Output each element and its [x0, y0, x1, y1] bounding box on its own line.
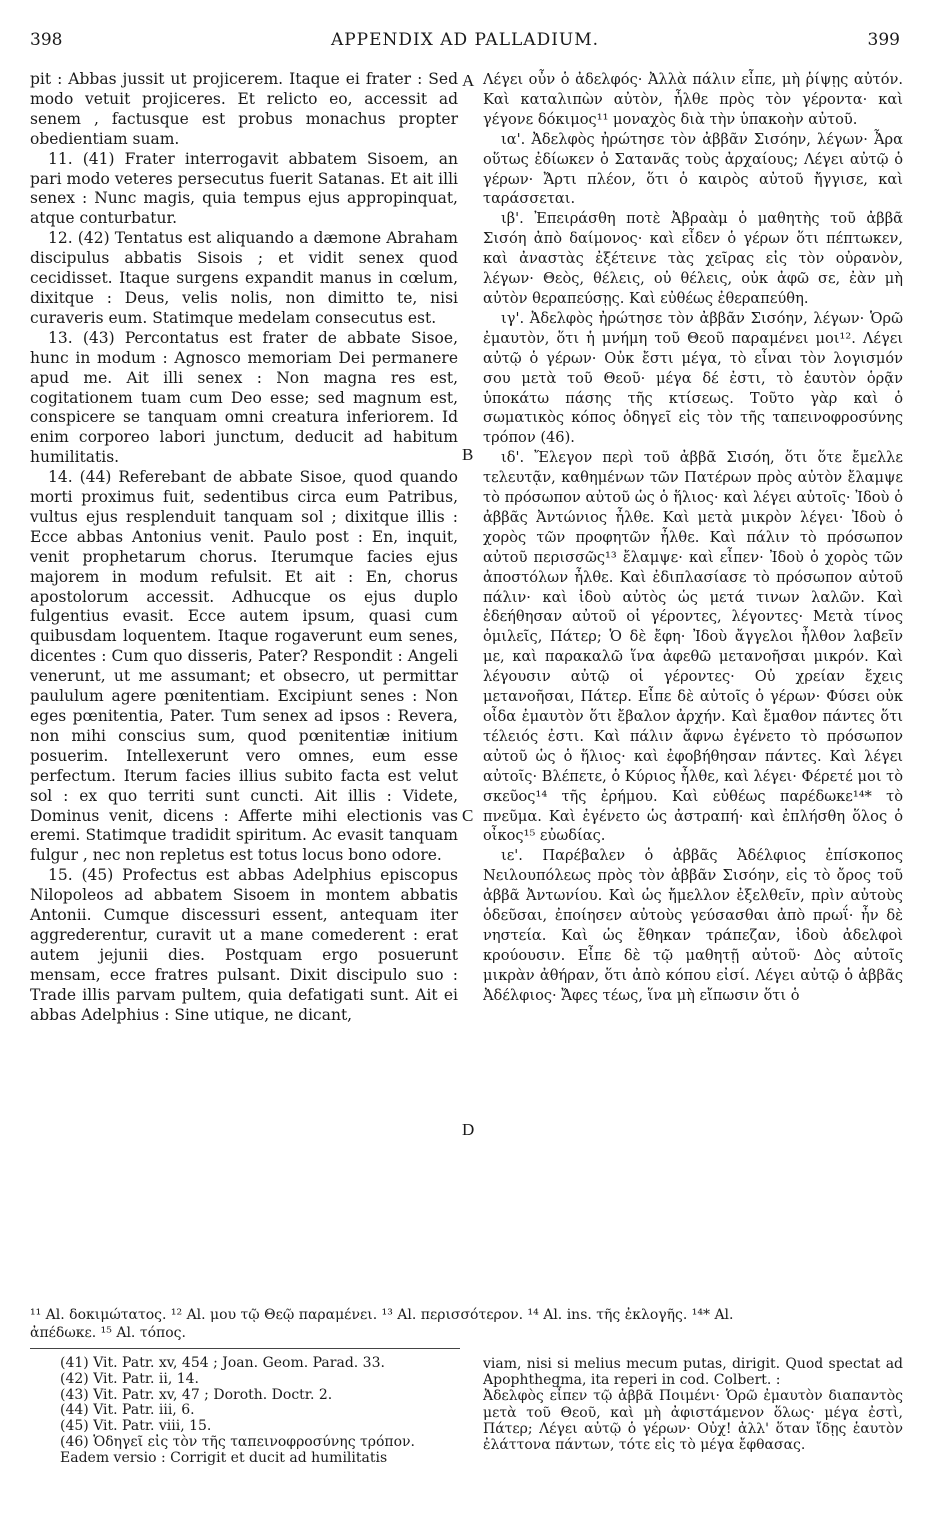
- latin-paragraph: 11. (41) Frater interrogavit abbatem Sisoem, an pari modo veteres persecutus fuerit Satanas. Et ait illi senex : Nunc magis, quia tempus ejus appropinquat, atque conturbatur.: [30, 149, 458, 228]
- left-page-number: 398: [30, 30, 63, 50]
- running-title: APPENDIX AD PALLADIUM.: [330, 30, 600, 50]
- source-note: (43) Vit. Patr. xv, 47 ; Doroth. Doctr. 2.: [60, 1386, 333, 1403]
- source-note: (45) Vit. Patr. viii, 15.: [60, 1418, 212, 1435]
- footnote-rule: [30, 1348, 460, 1349]
- source-note: (44) Vit. Patr. iii, 6.: [60, 1402, 195, 1419]
- commentary-greek: Ἀδελφὸς εἶπεν τῷ ἀββᾶ Ποιμένι· Ὁρῶ ἐμαυτὸν διαπαντὸς μετὰ τοῦ Θεοῦ, καὶ μὴ ἀφιστάμενον ὅλως· μέγα ἐστὶ, Πάτερ; Λέγει αὐτῷ ὁ γέρων· Οὐχ! ἀλλ' ὅταν ἴδῃς ἑαυτὸν ἐλάττονα πάντων, τότε εἰς τὸ μέγα ἔφθασας.: [483, 1388, 903, 1454]
- margin-marker-a: A: [462, 71, 475, 90]
- greek-paragraph: ιβ'. Ἐπειράσθη ποτὲ Ἀβραὰμ ὁ μαθητὴς τοῦ ἀββᾶ Σισόη ἀπὸ δαίμονος· καὶ εἶδεν ὁ γέρων ὅτι πέπτωκεν, καὶ ἀναστὰς ἐξέτεινε τὰς χεῖρας εἰς τὸν οὐρανὸν, λέγων· Θεὸς, θέλεις, οὐ θέλεις, οὐκ ἀφῶ σε, ἐὰν μὴ αὐτὸν θεραπεύσῃς. Καὶ εὐθέως ἐθεραπεύθη.: [483, 210, 903, 307]
- variant-footnotes: [30, 1306, 900, 1342]
- right-page-number: 399: [867, 30, 900, 50]
- margin-marker-b: B: [462, 445, 474, 464]
- source-note: (41) Vit. Patr. xv, 454 ; Joan. Geom. Parad. 33.: [60, 1355, 385, 1371]
- greek-column: [483, 70, 903, 1006]
- latin-paragraph: 12. (42) Tentatus est aliquando a dæmone Abraham discipulus abbatis Sisois ; et vidit senex quod cecidisset. Itaque surgens expandit manus in cœlum, dixitque : Deus, velis nolis, non dimitto te, nisi curaveris eum. Statimque medelam consecutus est.: [30, 229, 458, 327]
- latin-paragraph: 13. (43) Percontatus est frater de abbate Sisoe, hunc in modum : Agnosco memoriam Dei permanere apud me. Ait illi senex : Non magna res est, cogitationem tuam cum Deo esse; sed magnum est, conspicere se tanquam omni creatura inferiorem. Id enim corporeo labori junctum, deducit ad habitum humilitatis.: [30, 328, 458, 467]
- source-note: (42) Vit. Patr. ii, 14.: [60, 1370, 199, 1387]
- commentary-notes: [483, 1356, 903, 1453]
- footnote-line: ἀπέδωκε. ¹⁵ Al. τόπος.: [30, 1325, 186, 1341]
- latin-column: [30, 70, 458, 1026]
- latin-paragraph: pit : Abbas jussit ut projicerem. Itaque ei frater : Sed modo vetuit projiceres. Et relicto eo, accessit ad senem , factusque est probus monachus propter obedientiam suam.: [30, 70, 458, 148]
- source-note: (46) Ὁδηγεῖ εἰς τὸν τῆς ταπεινοφροσύνης τρόπον. Eadem versio : Corrigit et ducit ad humilitatis: [60, 1433, 415, 1466]
- source-notes: [60, 1356, 460, 1467]
- greek-paragraph: Λέγει οὖν ὁ ἀδελφός· Ἀλλὰ πάλιν εἶπε, μὴ ῥίψῃς αὐτόν. Καὶ καταλιπὼν αὐτὸν, ἦλθε πρὸς τὸν γέροντα· καὶ γέγονε δόκιμος¹¹ μοναχὸς διὰ τὴν ὑπακοὴν αὐτοῦ.: [483, 71, 903, 128]
- margin-marker-d: D: [462, 1120, 475, 1139]
- greek-paragraph: ιγ'. Ἀδελφὸς ἠρώτησε τὸν ἀββᾶν Σισόην, λέγων· Ὁρῶ ἐμαυτὸν, ὅτι ἡ μνήμη τοῦ Θεοῦ παραμένει μοι¹². Λέγει αὐτῷ ὁ γέρων· Οὐκ ἔστι μέγα, τὸ εἶναι τὸν λογισμόν σου μετὰ τοῦ Θεοῦ· μέγα δέ ἐστι, τὸ ἑαυτὸν ὁρᾷν ὑποκάτω πάσης τῆς κτίσεως. Τοῦτο γὰρ καὶ ὁ σωματικὸς κόπος ὁδηγεῖ εἰς τὸν τῆς ταπεινοφροσύνης τρόπον (46).: [483, 309, 903, 447]
- page-header: [30, 30, 900, 56]
- greek-paragraph: ιε'. Παρέβαλεν ὁ ἀββᾶς Ἀδέλφιος ἐπίσκοπος Νειλουπόλεως πρὸς τὸν ἀββᾶν Σισόην, εἰς τὸ ὄρος τοῦ ἀββᾶ Ἀντωνίου. Καὶ ὡς ἤμελλον ἐξελθεῖν, πρὶν αὐτοὺς ὁδεῦσαι, ἐποίησεν αὐτοὺς γεύσασθαι ἀπὸ πρωΐ· ἦν δὲ νηστεία. Καὶ ὡς ἔθηκαν τράπεζαν, ἰδοὺ ἀδελφοὶ κρούουσιν. Εἶπε δὲ τῷ μαθητῇ αὐτοῦ· Δὸς αὐτοῖς μικρὰν ἀθήραν, ὅτι ἀπὸ κόπου εἰσί. Λέγει αὐτῷ ὁ ἀββᾶς Ἀδέλφιος· Ἄφες τέως, ἵνα μὴ εἴπωσιν ὅτι ὁ: [483, 847, 903, 1004]
- footnote-line: ¹¹ Al. δοκιμώτατος. ¹² Al. μου τῷ Θεῷ παραμένει. ¹³ Al. περισσότερον. ¹⁴ Al. ins. τῆς ἐκλογῆς. ¹⁴* Al.: [30, 1307, 734, 1323]
- latin-paragraph: 14. (44) Referebant de abbate Sisoe, quod quando morti proximus fuit, sedentibus circa eum Patribus, vultus ejus resplenduit tanquam sol ; dixitque illis : Ecce abbas Antonius venit. Paulo post : En, inquit, venit prophetarum chorus. Iterumque facies ejus majorem in modum refulsit. Et ait : En, chorus apostolorum accessit. Adhucque os ejus duplo fulgentius evasit. Ecce autem ipsum, quasi cum quibusdam loquentem. Itaque rogaverunt eum senes, dicentes : Cum quo disseris, Pater? Respondit : Angeli venerunt, ut me assumant; et obsecro, ut permittar paululum agere pœnitentiam. Excipiunt senes : Non eges pœnitentia, Pater. Tum senex ad ipsos : Revera, non mihi conscius sum, quod pœnitentiæ initium posuerim. Intellexerunt vero omnes, eum esse perfectum. Iterum facies illius subito facta est velut sol : ex quo territi sunt cuncti. Ait illis : Videte, Dominus venit, dicens : Afferte mihi electionis vas eremi. Statimque tradidit spiritum. Ac evasit tanquam fulgur , nec non repletus est totus locus bono odore.: [30, 468, 458, 865]
- margin-marker-c: C: [462, 806, 474, 825]
- greek-paragraph: ια'. Ἀδελφὸς ἠρώτησε τὸν ἀββᾶν Σισόην, λέγων· Ἆρα οὕτως ἐδίωκεν ὁ Σατανᾶς τοὺς ἀρχαίους; Λέγει αὐτῷ ὁ γέρων· Ἄρτι πλέον, ὅτι ὁ καιρὸς αὐτοῦ ἤγγισε, καὶ ταράσσεται.: [483, 130, 903, 208]
- greek-paragraph: ιδ'. Ἔλεγον περὶ τοῦ ἀββᾶ Σισόη, ὅτι ὅτε ἔμελλε τελευτᾷν, καθημένων τῶν Πατέρων πρὸς αὐτὸν ἔλαμψε τὸ πρόσωπον αὐτοῦ ὡς ὁ ἥλιος· καὶ λέγει αὐτοῖς· Ἰδοὺ ὁ ἀββᾶς Ἀντώνιος ἦλθε. Καὶ μετὰ μικρὸν λέγει· Ἰδοὺ ὁ χορὸς τῶν προφητῶν ἦλθε. Καὶ πάλιν τὸ πρόσωπον αὐτοῦ περισσῶς¹³ ἔλαμψε· καὶ εἶπεν· Ἰδοὺ ὁ χορὸς τῶν ἀποστόλων ἦλθε. Καὶ ἐδιπλασίασε τὸ πρόσωπον αὐτοῦ πάλιν· καὶ ἰδοὺ αὐτὸς ὡς μετά τινων λαλῶν. Καὶ ἐδεήθησαν αὐτοῦ οἱ γέροντες, λέγοντες· Μετὰ τίνος ὁμιλεῖς, Πάτερ; Ὁ δὲ ἔφη· Ἰδοὺ ἄγγελοι ἦλθον λαβεῖν με, καὶ παρακαλῶ ἵνα ἀφεθῶ μετανοῆσαι μικρόν. Καὶ λέγουσιν αὐτῷ οἱ γέροντες· Οὐ χρείαν ἔχεις μετανοῆσαι, Πάτερ. Εἶπε δὲ αὐτοῖς ὁ γέρων· Φύσει οὐκ οἶδα ἐμαυτὸν ὅτι ἔβαλον ἀρχήν. Καὶ ἔμαθον πάντες ὅτι τέλειός ἐστι. Καὶ πάλιν ἄφνω ἐγένετο τὸ πρόσωπον αὐτοῦ ὡς ὁ ἥλιος· καὶ ἐφοβήθησαν πάντες. Καὶ λέγει αὐτοῖς· Βλέπετε, ὁ Κύριος ἦλθε, καὶ λέγει· Φέρετέ μοι τὸ σκεῦος¹⁴ τῆς ἐρήμου. Καὶ εὐθέως παρέδωκε¹⁴* τὸ πνεῦμα. Καὶ ἐγένετο ὡς ἀστραπή· καὶ ἐπλήσθη ὅλος ὁ οἶκος¹⁵ εὐωδίας.: [483, 449, 903, 845]
- commentary-text: viam, nisi si melius mecum putas, dirigit. Quod spectat ad Apophthegma, ita reperi in cod. Colbert. :: [483, 1356, 903, 1389]
- latin-paragraph: 15. (45) Profectus est abbas Adelphius episcopus Nilopoleos ad abbatem Sisoem in montem abbatis Antonii. Cumque discessuri essent, antequam iter aggrederentur, curavit ut a mane comederent : erat autem jejunii dies. Postquam ergo posuerunt mensam, ecce fratres pulsant. Dixit discipulo suo : Trade illis parvam pultem, quia defatigati sunt. Ait ei abbas Adelphius : Sine utique, ne dicant,: [30, 866, 458, 1024]
